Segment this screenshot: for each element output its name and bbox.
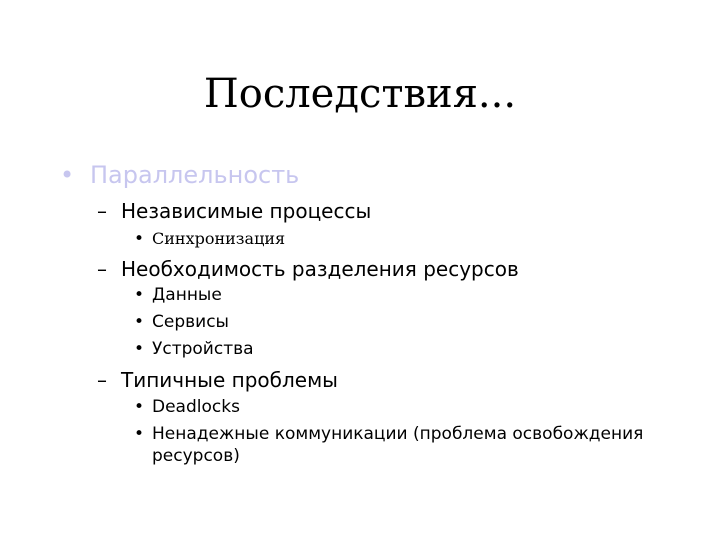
slide-title: Последствия...	[203, 71, 517, 117]
sub-sub-item-level3	[134, 338, 634, 360]
sub-sub-item-level3	[134, 423, 694, 445]
sub-sub-item-text: Сервисы	[152, 312, 229, 332]
bullet-marker: •	[134, 339, 145, 359]
bullet-marker: •	[134, 285, 145, 305]
sub-sub-item-text: Deadlocks	[152, 397, 240, 417]
sub-item-level2	[97, 257, 697, 281]
bullet-text: Параллельность	[90, 161, 300, 189]
sub-item-text: Необходимость разделения ресурсов	[121, 257, 519, 281]
sub-sub-item-text: Данные	[152, 285, 222, 305]
sub-sub-item-level3	[134, 396, 694, 418]
bullet-marker: •	[60, 161, 75, 189]
dash-marker: –	[97, 199, 107, 223]
dash-marker: –	[97, 257, 107, 281]
sub-sub-item-level3	[134, 311, 634, 333]
sub-sub-item-level3	[134, 228, 634, 250]
sub-sub-item-text: Ненадежные коммуникации (проблема освобождения	[152, 424, 644, 444]
bullet-marker: •	[134, 397, 145, 417]
sub-item-level2	[97, 199, 697, 223]
bullet-item-level1	[60, 161, 660, 189]
bullet-marker: •	[134, 229, 145, 249]
sub-sub-item-text: ресурсов)	[152, 446, 240, 466]
sub-item-text: Типичные проблемы	[121, 368, 338, 392]
sub-sub-item-text: Устройства	[152, 339, 254, 359]
dash-marker: –	[97, 368, 107, 392]
sub-sub-item-level3	[134, 284, 634, 306]
sub-sub-item-text: Синхронизация	[152, 229, 286, 248]
sub-sub-item-continuation	[134, 445, 694, 467]
bullet-marker: •	[134, 312, 145, 332]
bullet-marker: •	[134, 424, 145, 444]
sub-item-text: Независимые процессы	[121, 199, 372, 223]
sub-item-level2	[97, 368, 697, 392]
